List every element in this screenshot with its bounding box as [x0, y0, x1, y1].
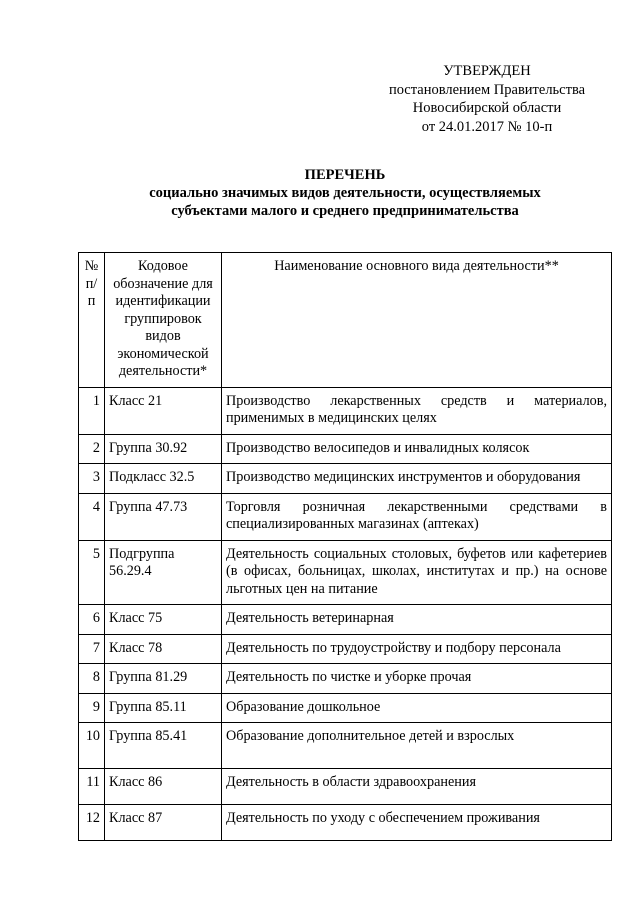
row-code: Группа 85.41: [105, 723, 222, 769]
approval-line-resolution: постановлением Правительства: [388, 81, 586, 98]
row-code: Подгруппа 56.29.4: [105, 540, 222, 605]
row-code: Класс 87: [105, 805, 222, 841]
table-row: [79, 664, 612, 694]
table-row: [79, 769, 612, 805]
row-activity-name: Производство велосипедов и инвалидных колясок: [222, 434, 612, 464]
row-code: Класс 78: [105, 634, 222, 664]
row-activity-name: Деятельность по уходу с обеспечением проживания: [222, 805, 612, 841]
table-row: [79, 693, 612, 723]
header-activity-name: Наименование основного вида деятельности**: [222, 253, 612, 388]
row-code: Группа 47.73: [105, 493, 222, 540]
row-number: 12: [79, 805, 105, 841]
row-activity-name: Деятельность по чистке и уборке прочая: [222, 664, 612, 694]
title-subtitle-line-2: субъектами малого и среднего предпринимательства: [171, 203, 519, 219]
row-number: 3: [79, 464, 105, 494]
row-number: 2: [79, 434, 105, 464]
row-number: 7: [79, 634, 105, 664]
table-row: [79, 434, 612, 464]
table-row: [79, 387, 612, 434]
row-code: Класс 86: [105, 769, 222, 805]
table-row: [79, 805, 612, 841]
row-code: Группа 30.92: [105, 434, 222, 464]
table-row: [79, 634, 612, 664]
row-code: Подкласс 32.5: [105, 464, 222, 494]
row-number: 11: [79, 769, 105, 805]
row-activity-name: Деятельность социальных столовых, буфетов или кафетериев (в офисах, больницах, школах, институтах и пр.) на основе льготных цен на питание: [222, 540, 612, 605]
activities-table: [78, 252, 612, 841]
row-code: Класс 75: [105, 605, 222, 635]
approval-line-date-number: от 24.01.2017 № 10-п: [421, 118, 553, 135]
table-row: [79, 605, 612, 635]
row-number: 5: [79, 540, 105, 605]
approval-stamp: [367, 62, 607, 136]
row-activity-name: Деятельность ветеринарная: [222, 605, 612, 635]
table-row: [79, 493, 612, 540]
row-activity-name: Производство лекарственных средств и материалов, применимых в медицинских целях: [222, 387, 612, 434]
table-row: [79, 464, 612, 494]
row-activity-name: Деятельность в области здравоохранения: [222, 769, 612, 805]
row-activity-name: Деятельность по трудоустройству и подбору персонала: [222, 634, 612, 664]
row-code: Группа 85.11: [105, 693, 222, 723]
table-row: [79, 723, 612, 769]
header-code: Кодовое обозначение для идентификации группировок видов экономической деятельности*: [105, 253, 222, 388]
row-activity-name: Торговля розничная лекарственными средствами в специализированных магазинах (аптеках): [222, 493, 612, 540]
row-number: 6: [79, 605, 105, 635]
row-code: Группа 81.29: [105, 664, 222, 694]
approval-line-approved: УТВЕРЖДЕН: [443, 63, 531, 79]
row-number: 8: [79, 664, 105, 694]
approval-line-region: Новосибирской области: [412, 100, 562, 116]
title-heading: ПЕРЕЧЕНЬ: [304, 167, 386, 183]
header-number: № п/п: [79, 253, 105, 388]
document-title: [80, 166, 610, 220]
title-subtitle-line-1: социально значимых видов деятельности, осуществляемых: [149, 185, 541, 201]
row-activity-name: Образование дошкольное: [222, 693, 612, 723]
row-number: 9: [79, 693, 105, 723]
table-header-row: [79, 253, 612, 388]
row-activity-name: Образование дополнительное детей и взрослых: [222, 723, 612, 769]
row-number: 4: [79, 493, 105, 540]
row-number: 10: [79, 723, 105, 769]
table-row: [79, 540, 612, 605]
row-activity-name: Производство медицинских инструментов и оборудования: [222, 464, 612, 494]
row-number: 1: [79, 387, 105, 434]
row-code: Класс 21: [105, 387, 222, 434]
